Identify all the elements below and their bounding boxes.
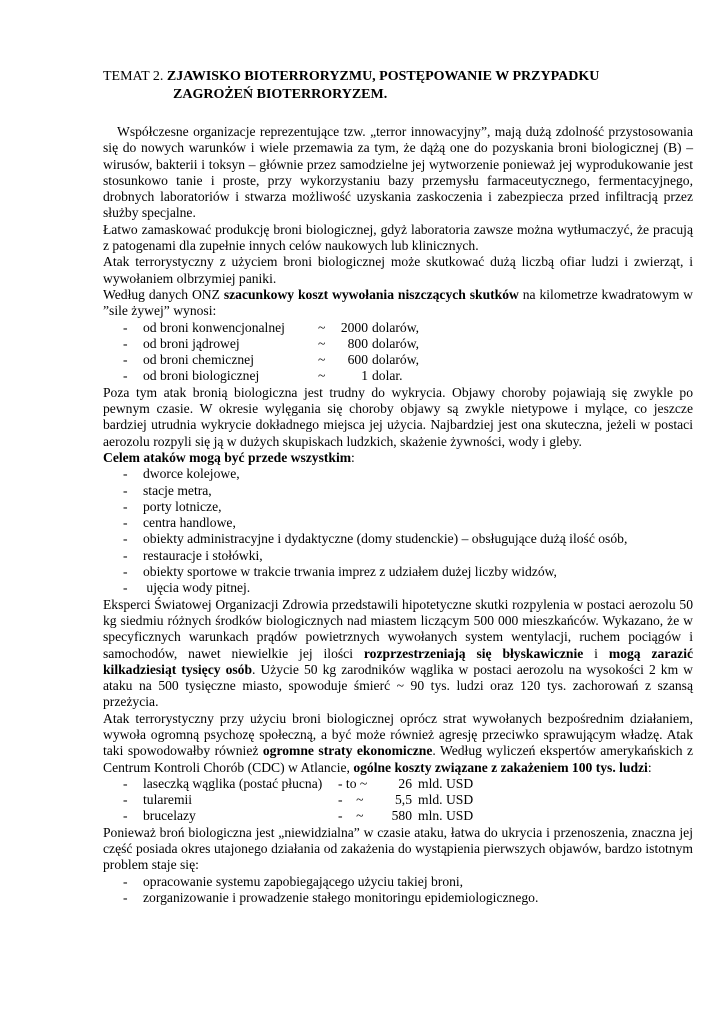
casualties-paragraph: Atak terrorystyczny z użyciem broni biologicznej może skutkować dużą liczbą ofiar ludzi i zwierząt, i wywołaniem olbrzymiej paniki. <box>103 254 693 286</box>
intro-paragraph: Współczesne organizacje reprezentujące tzw. „terror innowacyjny”, mają dużą zdolność przystosowania się do nowych warunków i wiele przemawia za tym, że dążą one do pozyskania broni biologicznej (B) – wirusów, bakterii i toksyn – głównie przez samodzielne jej wytworzenie ponieważ jej wyprodukowanie jest stosunkowo tanie i proste, przy wykorzystaniu bazy przemysłu farmaceutycznego, fermentacyjnego, drobnych laboratoriów i stwarza możliwość uzyskania zaskoczenia i zabezpiecza przed infiltracją przez służby specjalne. <box>103 124 693 221</box>
list-item: - centra handlowe, <box>103 515 693 531</box>
onz-text-bold: szacunkowy koszt wywołania niszczących skutków <box>223 286 519 302</box>
onz-text-pre: Według danych ONZ <box>103 286 224 302</box>
masking-paragraph: Łatwo zamaskować produkcję broni biologicznej, gdyż laboratoria zawsze można wytłumaczyć, że pracują z patogenami dla zupełnie innych celów naukowych lub klinicznych. <box>103 221 693 254</box>
list-item: - opracowanie systemu zapobiegającego użyciu takiej broni, <box>103 874 693 890</box>
usd-item: - tularemii - ~ 5,5 mld. USD <box>103 792 693 808</box>
cost-item: - od broni biologicznej ~ 1 dolar. <box>103 368 693 384</box>
who-paragraph: Eksperci Światowej Organizacji Zdrowia przedstawili hipotetyczne skutki rozpylenia w postaci aerozolu 50 kg siedmiu różnych środków biologicznych nad miastem liczącym 500 000 mieszkańców. Wykazano, że w specyficznych warunkach prądów powietrznych wywołanych system wentylacji, ruchem pociągów i samochodów, nawet niewielkie jej ilości rozprzestrzeniają się błyskawicznie i mogą zarazić kilkadziesiąt tysięcy osób. Użycie 50 kg zarodników wąglika w postaci aerozolu na wysokości 2 km w ataku na 500 tysięczne miasto, spowoduje śmierć ~ 90 tys. ludzi oraz 120 tys. zachorowań z szansą przeżycia. <box>103 596 693 710</box>
problems-list <box>103 874 693 907</box>
onz-paragraph <box>103 287 693 320</box>
list-item: - ujęcia wody pitnej. <box>103 580 693 596</box>
usd-item: - laseczką wąglika (postać płucna) - to ~ 26 mld. USD <box>103 776 693 792</box>
targets-list <box>103 466 693 596</box>
title-prefix: TEMAT 2. <box>103 69 167 84</box>
list-item: - stacje metra, <box>103 483 693 499</box>
usd-item: - brucelazy - ~ 580 mln. USD <box>103 808 693 824</box>
targets-heading: Celem ataków mogą być przede wszystkim: <box>103 449 355 465</box>
targets-heading-text: Celem ataków mogą być przede wszystkim <box>103 449 352 465</box>
document-title <box>103 68 693 104</box>
list-item: - zorganizowanie i prowadzenie stałego monitoringu epidemiologicznego. <box>103 890 693 906</box>
document-page <box>103 68 693 906</box>
cost-list <box>103 320 693 385</box>
onz-text-post: na kilometrze kwadratowym w ”sile żywej” wynosi: <box>103 286 693 319</box>
title-line-1: ZJAWISKO BIOTERRORYZMU, POSTĘPOWANIE W PRZYPADKU <box>166 69 600 84</box>
list-item: - obiekty sportowe w trakcie trwania imprez z udziałem dużej liczby widzów, <box>103 564 693 580</box>
economic-paragraph: Atak terrorystyczny przy użyciu broni biologicznej oprócz strat wywołanych bezpośrednim działaniem, wywoła ogromną psychozę społeczną, a być może również agresję przeciwko sprawującym władzę. Atak taki spowodowałby również ogromne straty ekonomiczne. Według wyliczeń ekspertów amerykańskich z Centrum Kontroli Chorób (CDC) w Atlancie, ogólne koszty związane z zakażeniem 100 tys. ludzi: <box>103 710 693 775</box>
cost-item: - od broni konwencjonalnej ~ 2000 dolarów, <box>103 320 693 336</box>
list-item: - restauracje i stołówki, <box>103 548 693 564</box>
detection-paragraph: Poza tym atak bronią biologiczna jest trudny do wykrycia. Objawy choroby pojawiają się zwykle po pewnym czasie. W okresie wylęgania się choroby objawy są zwykle nietypowe i mylące, co jeszcze bardziej utrudnia wykrycie dokładnego miejsca jej użycia. Najbardziej jest ona skuteczna, jeżeli w postaci aerozolu rozpyli się ją w dużych skupiskach ludzkich, skażenie żywności, wody i gleby. <box>103 384 693 449</box>
list-item: - porty lotnicze, <box>103 499 693 515</box>
cost-item: - od broni jądrowej ~ 800 dolarów, <box>103 336 693 352</box>
list-item: - dworce kolejowe, <box>103 466 693 482</box>
invisible-weapon-paragraph: Ponieważ broń biologiczna jest „niewidzialna” w czasie ataku, łatwa do ukrycia i przenoszenia, znaczna jej część posiada okres utajonego działania od zakażenia do wystąpienia pierwszych objawów, bardzo istotnym problem staje się: <box>103 824 693 873</box>
title-line-2: ZAGROŻEŃ BIOTERRORYZEM. <box>173 87 388 102</box>
list-item: - obiekty administracyjne i dydaktyczne (domy studenckie) – obsługujące dużą ilość osób, <box>103 531 693 547</box>
cost-item: - od broni chemicznej ~ 600 dolarów, <box>103 352 693 368</box>
usd-cost-list <box>103 776 693 825</box>
